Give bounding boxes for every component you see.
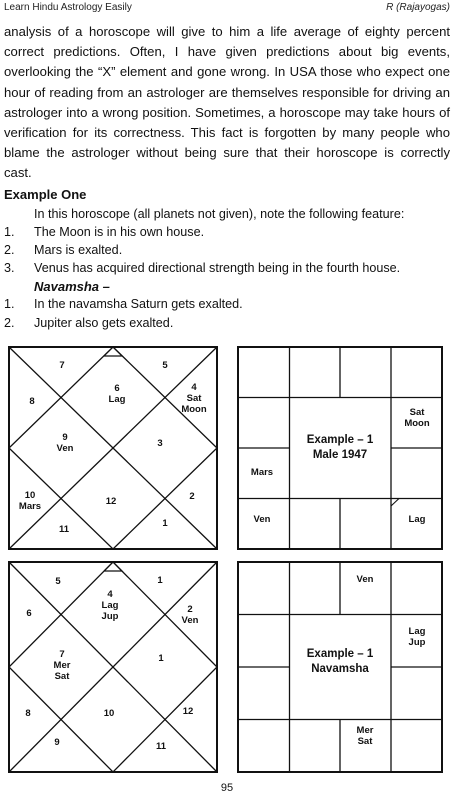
chart-center-title: Example – 1 Male 1947 — [306, 434, 374, 461]
house-label: 2 — [189, 491, 195, 502]
feature-number: 2. — [4, 243, 15, 257]
navamsha-heading: Navamsha – — [34, 279, 110, 294]
feature-text: Mars is exalted. — [34, 243, 123, 257]
house-label: 11 — [58, 524, 70, 535]
house-label: 1 — [158, 653, 164, 664]
feature-text: The Moon is in his own house. — [34, 225, 205, 239]
example-heading: Example One — [4, 187, 87, 202]
house-label: 2 Ven — [181, 604, 199, 626]
book-title: Learn Hindu Astrology Easily — [4, 2, 132, 13]
chart-center-title: Example – 1 Navamsha — [306, 648, 374, 675]
house-label: 11 — [155, 741, 167, 752]
house-label: 9 — [54, 737, 60, 748]
body-paragraph: analysis of a horoscope will give to him a life average of eighty percent correct predictions. Often, I have given predictions about big events, overlooking the “X” element and gone wrong. In USA those who expect one hour of reading from an astrologer are themselves responsible for driving an astrologer into a wrong position. Sometimes, a horoscope may take hours of verification for its correctness. This fact is forgotten by many people who blame the astrologer without being sure that their horoscope is correctly cast. — [4, 24, 450, 181]
house-label: 5 — [55, 576, 61, 587]
house-label: 6 Lag — [108, 383, 126, 405]
house-label: 4 Sat Moon — [181, 382, 207, 415]
navamsha-item — [4, 316, 173, 330]
north-chart-rasi-grid — [8, 346, 218, 550]
house-label: 4 Lag Jup — [101, 589, 119, 622]
house-label: 8 — [29, 396, 35, 407]
feature-item — [4, 243, 122, 257]
house-label: 1 — [162, 518, 168, 529]
house-label: 6 — [26, 608, 32, 619]
house-label: 3 — [157, 438, 163, 449]
house-label-cancer: Sat Moon — [404, 407, 430, 429]
house-label: 10 — [103, 708, 115, 719]
navamsha-item — [4, 297, 243, 311]
house-label: 1 — [157, 575, 163, 586]
feature-text: Jupiter also gets exalted. — [34, 316, 174, 330]
house-label: 8 — [25, 708, 31, 719]
house-label: 12 — [182, 706, 194, 717]
running-header — [4, 2, 450, 16]
house-label: 7 Mer Sat — [53, 649, 71, 682]
feature-number: 3. — [4, 261, 15, 275]
house-label: 12 — [105, 496, 117, 507]
house-label-capricorn: Mars — [250, 467, 274, 478]
house-label-libra: Mer Sat — [356, 725, 374, 747]
feature-number: 1. — [4, 297, 15, 311]
house-label: 5 — [162, 360, 168, 371]
house-label-sagittarius: Ven — [253, 514, 271, 525]
south-chart-rasi — [237, 346, 443, 550]
feature-item — [4, 261, 400, 275]
north-chart-navamsha — [8, 561, 218, 773]
house-label: 10 Mars — [18, 490, 42, 512]
house-label-virgo: Lag — [408, 514, 426, 525]
feature-number: 2. — [4, 316, 15, 330]
feature-number: 1. — [4, 225, 15, 239]
house-label-taurus: Ven — [356, 574, 374, 585]
south-chart-navamsha — [237, 561, 443, 773]
north-chart-rasi — [8, 346, 218, 550]
house-label: 7 — [59, 360, 65, 371]
chapter-title: R (Rajayogas) — [386, 2, 450, 13]
page-number: 95 — [220, 782, 234, 794]
house-label: 9 Ven — [56, 432, 74, 454]
feature-text: Venus has acquired directional strength being in the fourth house. — [34, 261, 401, 275]
house-label-cancer: Lag Jup — [408, 626, 426, 648]
feature-item — [4, 225, 204, 239]
feature-text: In the navamsha Saturn gets exalted. — [34, 297, 243, 311]
example-intro: In this horoscope (all planets not given), note the following feature: — [34, 207, 405, 221]
